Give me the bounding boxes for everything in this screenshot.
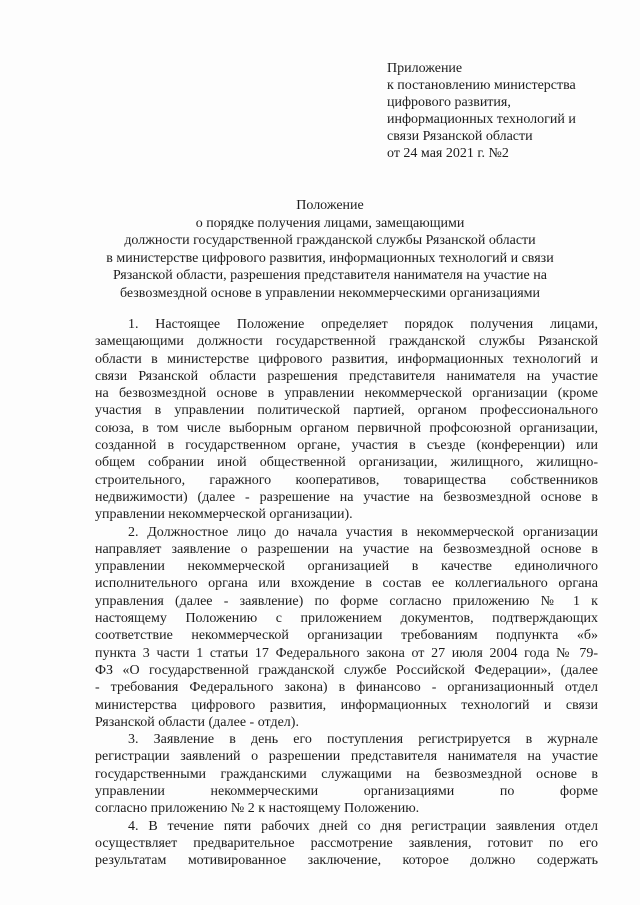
appendix-line: к постановлению министерства bbox=[387, 78, 576, 93]
title-line: о порядке получения лицами, замещающими bbox=[195, 215, 465, 231]
document-title bbox=[80, 197, 580, 302]
paragraph-line: недвижимости) (далее - разрешение на участие на безвозмездной основе в bbox=[95, 489, 598, 505]
paragraph-line: управлении некоммерческой организацией в качестве единоличного bbox=[95, 559, 598, 575]
appendix-line: информационных технологий и bbox=[387, 112, 576, 127]
paragraph-line: 4. В течение пяти рабочих дней со дня регистрации заявления отдел bbox=[128, 818, 598, 834]
title-line: Положение bbox=[296, 198, 364, 213]
paragraph-line: министерства цифрового развития, информационных технологий и связи bbox=[95, 697, 598, 713]
paragraph-3 bbox=[95, 731, 598, 817]
document-body bbox=[95, 316, 598, 870]
paragraph-line: управлении некоммерческой организации). bbox=[95, 507, 353, 523]
paragraph-1 bbox=[95, 316, 598, 524]
paragraph-line: Рязанской области (далее - отдел). bbox=[95, 714, 299, 730]
paragraph-line: союза, в том числе выборным органом первичной профсоюзной организации, bbox=[95, 420, 598, 436]
appendix-line: цифрового развития, bbox=[387, 95, 511, 110]
paragraph-line: результатам мотивированное заключение, которое должно содержать bbox=[95, 853, 598, 869]
paragraph-line: - требования Федерального закона) в финансово - организационный отдел bbox=[95, 680, 598, 696]
paragraph-line: управлении некоммерческими организациями по форме bbox=[95, 784, 598, 800]
appendix-line: от 24 мая 2021 г. №2 bbox=[387, 146, 509, 161]
title-line: безвозмездной основе в управлении некоммерческими организациями bbox=[119, 285, 541, 301]
paragraph-line: замещающими должности государственной гражданской службы Рязанской bbox=[95, 334, 598, 350]
appendix-header bbox=[387, 60, 627, 162]
paragraph-line: соответствие некоммерческой организации требованиям подпункта «б» bbox=[95, 628, 598, 644]
paragraph-line: настоящему Положению с приложением документов, подтверждающих bbox=[95, 611, 598, 627]
title-line: в министерстве цифрового развития, информационных технологий и связи bbox=[106, 250, 554, 266]
paragraph-line: на безвозмездной основе в управлении некоммерческой организации (кроме bbox=[95, 386, 598, 402]
paragraph-line: 1. Настоящее Положение определяет порядок получения лицами, bbox=[128, 317, 598, 332]
paragraph-line: осуществляет предварительное рассмотрение заявления, готовит по его bbox=[95, 835, 598, 851]
paragraph-line: согласно приложению № 2 к настоящему Положению. bbox=[95, 801, 420, 817]
paragraph-line: области в министерстве цифрового развития, информационных технологий и bbox=[95, 351, 598, 367]
paragraph-line: управления (далее - заявление) по форме согласно приложению № 1 к bbox=[95, 593, 598, 609]
paragraph-line: исполнительного органа или вхождение в состав ее коллегиального органа bbox=[95, 576, 598, 592]
title-line: должности государственной гражданской службы Рязанской области bbox=[124, 233, 536, 248]
paragraph-line: связи Рязанской области разрешения представителя нанимателя на участие bbox=[95, 368, 598, 384]
appendix-line: связи Рязанской области bbox=[387, 129, 533, 144]
paragraph-line: ФЗ «О государственной гражданской службе Российской Федерации», (далее bbox=[95, 662, 598, 678]
paragraph-line: строительного, гаражного кооперативов, товарищества собственников bbox=[95, 472, 598, 488]
paragraph-line: направляет заявление о разрешении на участие на безвозмездной основе в bbox=[95, 541, 598, 557]
title-line: Рязанской области, разрешения представителя нанимателя на участие на bbox=[113, 268, 547, 283]
paragraph-line: 3. Заявление в день его поступления регистрируется в журнале bbox=[128, 732, 598, 748]
paragraph-line: созданной в государственном органе, участия в съезде (конференции) или bbox=[95, 438, 598, 454]
paragraph-line: регистрации заявлений о разрешении представителя нанимателя на участие bbox=[95, 749, 598, 765]
paragraph-line: общем собрании иной общественной организации, жилищного, жилищно- bbox=[95, 455, 598, 471]
paragraph-line: 2. Должностное лицо до начала участия в некоммерческой организации bbox=[128, 524, 598, 540]
paragraph-4 bbox=[95, 818, 598, 870]
appendix-line: Приложение bbox=[387, 61, 463, 76]
paragraph-line: участия в управлении политической партией, органом профессионального bbox=[95, 403, 598, 419]
paragraph-line: пункта 3 части 1 статьи 17 Федерального закона от 27 июля 2004 года № 79- bbox=[95, 645, 598, 661]
paragraph-2 bbox=[95, 524, 598, 732]
paragraph-line: государственными гражданскими служащими на безвозмездной основе в bbox=[95, 766, 598, 782]
